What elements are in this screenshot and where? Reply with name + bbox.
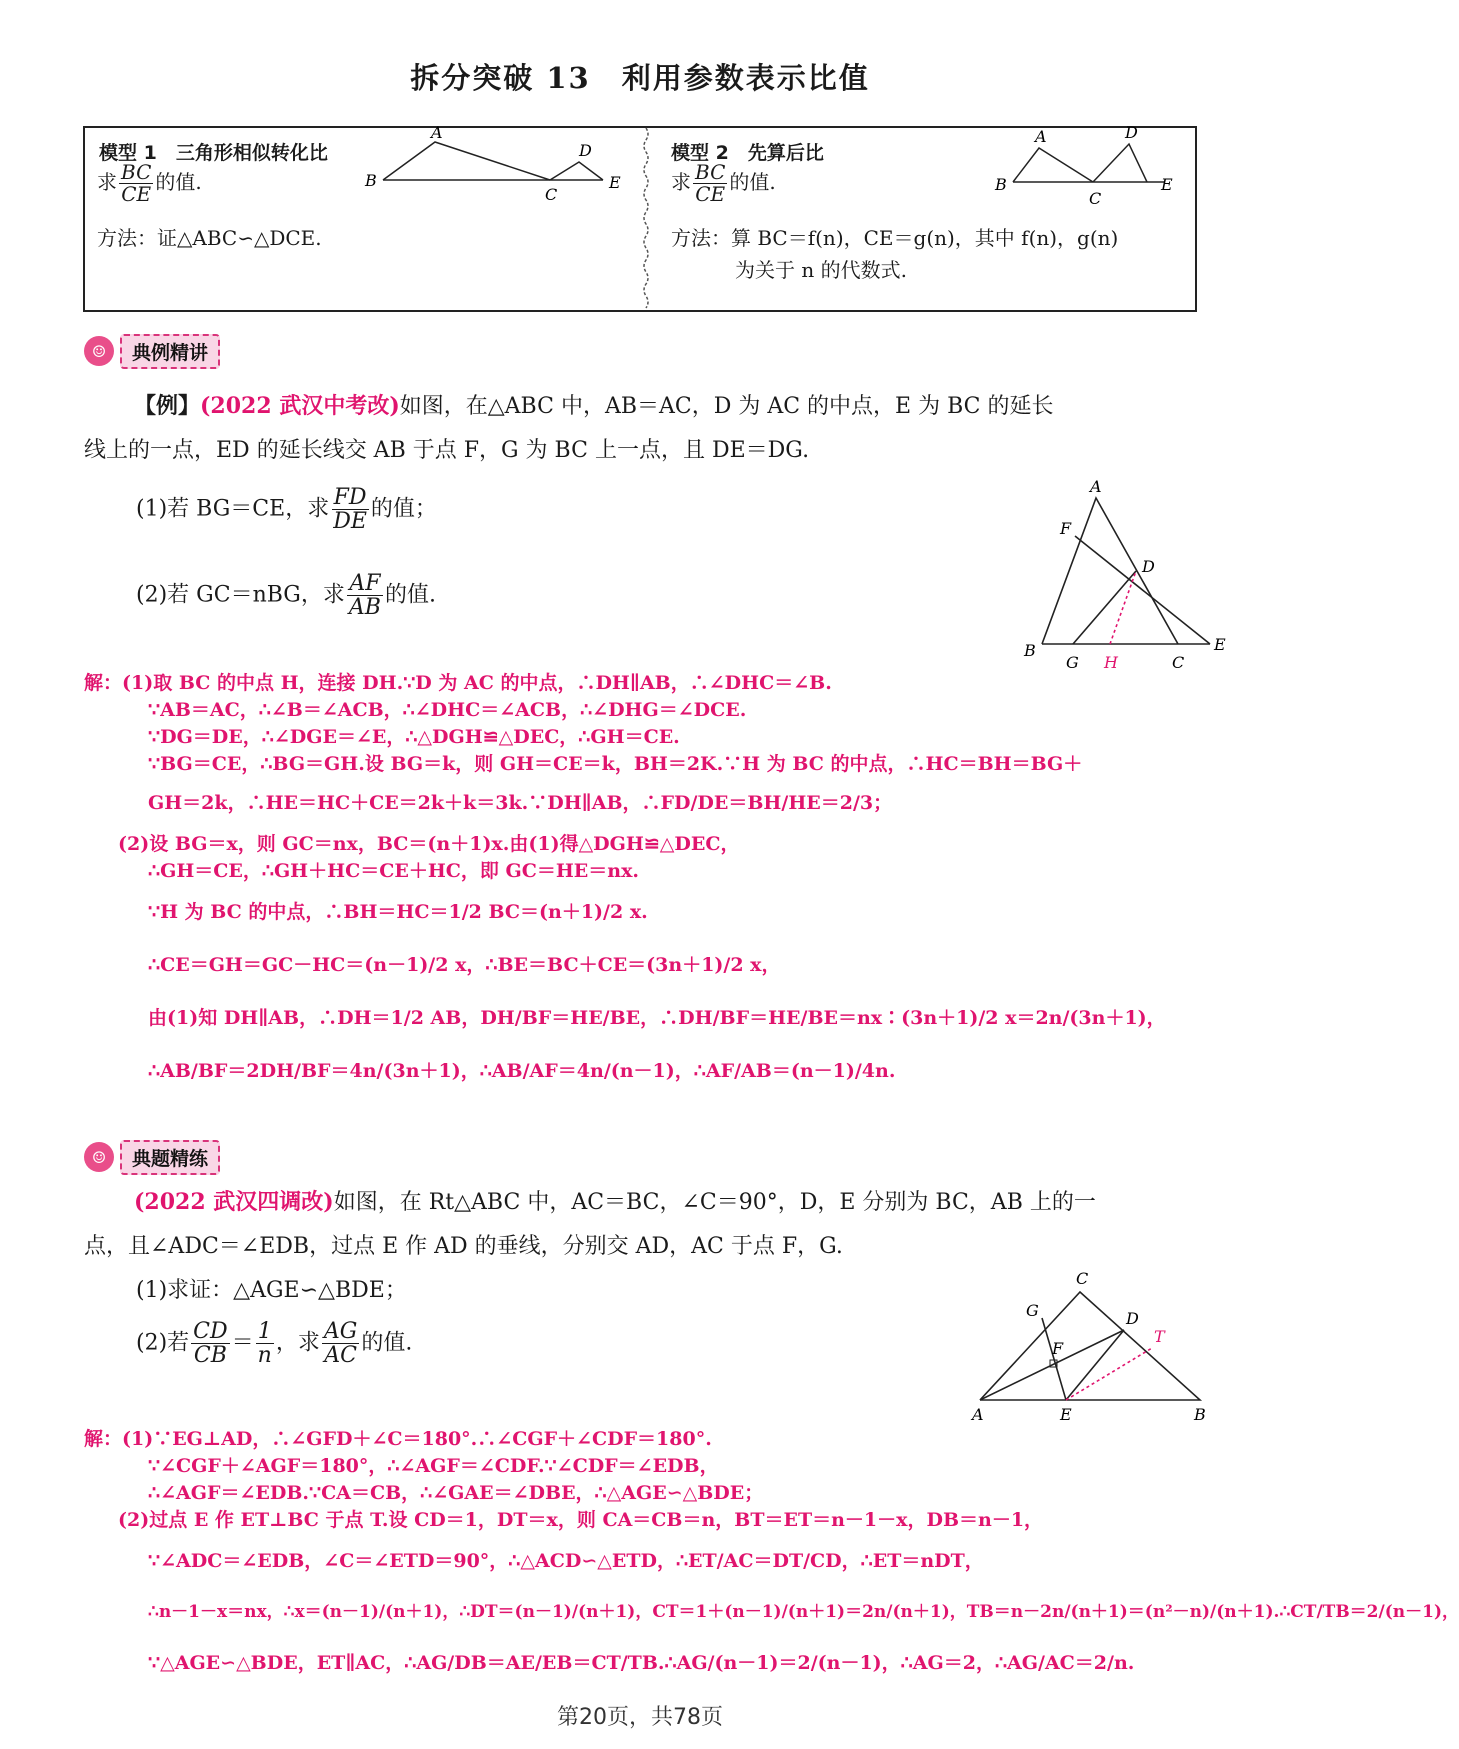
label-B: B — [1024, 641, 1036, 660]
model1-ask: 求 $\frac{BC}{CE}$ 的值. — [97, 160, 202, 206]
label-B: B — [995, 175, 1007, 194]
model1-figure — [355, 123, 635, 218]
label-B: B — [365, 171, 377, 190]
label-D: D — [1126, 1309, 1139, 1328]
exercise-q2: (2)若 $\frac{CD}{CB}$ ＝ $\frac{1}{n}$ ，求 $\frac{AG}{AC}$ 的值. — [136, 1319, 413, 1369]
example-q1: (1)若 BG＝CE，求 $\frac{FD}{DE}$ 的值； — [136, 485, 437, 535]
example-q2: (2)若 GC＝nBG，求 $\frac{AF}{AB}$ 的值. — [136, 571, 436, 621]
example-figure — [1000, 477, 1226, 680]
label-G: G — [1026, 1301, 1039, 1320]
label-E: E — [1060, 1405, 1072, 1424]
page-footer: 第20页，共78页 — [557, 1705, 723, 1730]
mascot-icon: ☺ — [84, 336, 114, 366]
example-statement: 【例】(2022 武汉中考改)如图，在△ABC 中，AB＝AC，D 为 AC 的中点，E 为 BC 的延长 线上的一点，ED 的延长线交 AB 于点 F，G 为 BC 上一点，且 DE＝DG. — [84, 393, 1054, 463]
label-E: E — [1161, 175, 1173, 194]
page-title: 拆分突破 13 利用参数表示比值 — [410, 61, 870, 95]
label-E: E — [609, 173, 621, 192]
label-D: D — [1125, 123, 1138, 142]
label-C: C — [1076, 1269, 1089, 1288]
exercise-statement: (2022 武汉四调改)如图，在 Rt△ABC 中，AC＝BC，∠C＝90°，D，E 分别为 BC，AB 上的一 点，且∠ADC＝∠EDB，过点 E 作 AD 的垂线，分别交 AD，AC 于点 F，G. (1)求证：△AGE∽△BDE； — [84, 1189, 1096, 1303]
label-E: E — [1214, 635, 1226, 654]
label-A: A — [431, 123, 443, 142]
label-B: B — [1194, 1405, 1206, 1424]
label-A: A — [972, 1405, 984, 1424]
label-C: C — [1172, 653, 1185, 672]
solution-1: 解：(1)取 BC 的中点 H，连接 DH.∵D 为 AC 的中点，∴DH∥AB，∴∠DHC＝∠B. ∵AB＝AC，∴∠B＝∠ACB，∴∠DHC＝∠ACB，∴∠DHG＝∠DCE. ∵DG＝DE，∴∠DGE＝∠E，∴△DGH≌△DEC，∴GH＝CE. ∵BG＝CE，∴BG＝GH.设 BG＝k，则 GH＝CE＝k，BH＝2K.∵H 为 BC 的中点，∴HC＝BH＝BG＋ GH＝2k，∴HE＝HC＋CE＝2k＋k＝3k.∵DH∥AB，∴FD/DE＝BH/HE＝2/3； (2)设 BG＝x，则 GC＝nx，BC＝(n＋1)x.由(1)得△DGH≌△DEC， ∴GH＝CE，∴GH＋HC＝CE＋HC，即 GC＝HE＝nx. ∵H 为 BC 的中点，∴BH＝HC＝1/2 BC＝(n＋1)/2 x. ∴CE＝GH＝GC－HC＝(n－1)/2 x，∴BE＝BC＋CE＝(3n＋1)/2 x， 由(1)知 DH∥AB，∴DH＝1/2 AB，DH/BF＝HE/BE，∴DH/BF＝HE/BE＝nx∶(3n＋1)/2 x＝2n/(3n＋1)， ∴AB/BF＝2DH/BF＝4n/(3n＋1)，∴AB/AF＝4n/(n－1)，∴AF/AB＝(n－1)/4n. — [84, 672, 1166, 1082]
model2-method2: 为关于 n 的代数式. — [735, 258, 907, 282]
label-G: G — [1066, 653, 1079, 672]
divider — [640, 128, 652, 310]
model1-title: 模型 1 三角形相似转化比 — [99, 142, 328, 164]
models-box — [83, 123, 1197, 312]
label-D: D — [579, 141, 592, 160]
label-T: T — [1154, 1327, 1165, 1346]
solution-2: 解：(1)∵EG⊥AD，∴∠GFD＋∠C＝180°.∴∠CGF＋∠CDF＝180°. ∵∠CGF＋∠AGF＝180°，∴∠AGF＝∠CDF.∵∠CDF＝∠EDB， ∴∠AGF＝∠EDB.∵CA＝CB，∴∠GAE＝∠DBE，∴△AGE∽△BDE； (2)过点 E 作 ET⊥BC 于点 T.设 CD＝1，DT＝x，则 CA＝CB＝n，BT＝ET＝n－1－x，DB＝n－1， ∵∠ADC＝∠EDB，∠C＝∠ETD＝90°，∴△ACD∽△ETD，∴ET/AC＝DT/CD，∴ET＝nDT， ∴n－1－x＝nx，∴x＝(n－1)/(n＋1)，∴DT＝(n－1)/(n＋1)，CT＝1＋(n－1)/(n＋1)＝2n/(n＋1)，TB＝n－2n/(n＋1)＝(n²－n)/(n＋1).∴CT/TB＝2/(n－1)， ∵△AGE∽△BDE，ET∥AC，∴AG/DB＝AE/EB＝CT/TB.∴AG/(n－1)＝2/(n－1)，∴AG＝2，∴AG/AC＝2/n. — [84, 1428, 1459, 1674]
section-banner-examples: ☺ 典例精讲 — [84, 334, 220, 368]
mascot-icon: ☺ — [84, 1142, 114, 1172]
label-D: D — [1142, 557, 1155, 576]
section-banner-exercises: ☺ 典题精练 — [84, 1140, 220, 1174]
model2-title: 模型 2 先算后比 — [671, 142, 824, 164]
label-F: F — [1052, 1339, 1064, 1358]
label-H: H — [1104, 653, 1118, 672]
label-F: F — [1060, 519, 1072, 538]
model2-ask: 求 $\frac{BC}{CE}$ 的值. — [671, 160, 776, 206]
label-C: C — [545, 185, 558, 204]
model2-method1: 方法：算 BC＝f(n)，CE＝g(n)，其中 f(n)，g(n) — [671, 226, 1119, 250]
label-A: A — [1035, 127, 1047, 146]
label-C: C — [1089, 189, 1102, 208]
model2-figure — [995, 123, 1195, 218]
label-A: A — [1090, 477, 1102, 496]
model1-method: 方法：证△ABC∽△DCE. — [97, 226, 322, 250]
exercise-figure — [970, 1270, 1210, 1430]
